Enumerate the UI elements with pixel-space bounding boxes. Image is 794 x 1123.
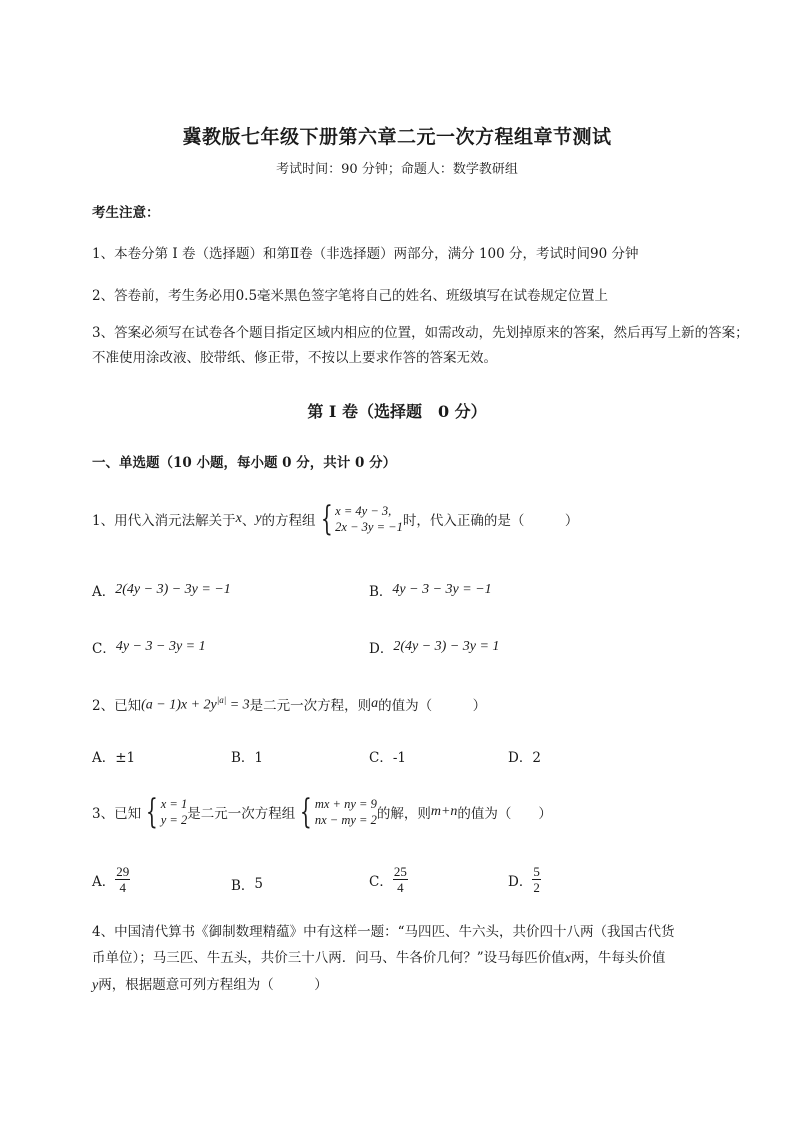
section-title: 第 I 卷（选择题 0 分）: [307, 402, 487, 421]
option-value: ±1: [115, 750, 136, 766]
variable-x: x: [564, 951, 571, 966]
q3-option-b[interactable]: [231, 874, 263, 894]
q3-option-a[interactable]: [92, 864, 130, 895]
option-label: D．: [369, 641, 394, 657]
q3-option-c[interactable]: [369, 864, 408, 895]
page-title: 冀教版七年级下册第六章二元一次方程组章节测试: [182, 126, 612, 148]
q2-option-c[interactable]: [369, 746, 406, 766]
question-3-mid2: 的解，则: [376, 806, 431, 822]
note-item-2: 2、答卷前，考生务必用0.5毫米黑色签字笔将自己的姓名、班级填写在试卷规定位置上: [92, 288, 609, 304]
denominator: 4: [397, 880, 404, 895]
fraction: [115, 864, 130, 895]
question-1-mid: 的方程组: [261, 513, 316, 529]
option-label: C．: [369, 873, 393, 890]
question-2-mid: 是二元一次方程，则: [249, 698, 372, 714]
option-value: 1: [254, 750, 264, 766]
fraction: [532, 864, 541, 895]
question-3-mid: 是二元一次方程组: [187, 806, 296, 822]
equation-1: mx + ny = 9: [314, 797, 377, 811]
equation-tail: = 3: [226, 697, 250, 713]
expression-m-plus-n: m+n: [430, 804, 458, 819]
solution-system: [141, 792, 188, 832]
equation-main: (a − 1)x + 2y: [141, 697, 217, 713]
q3-option-d[interactable]: [508, 864, 541, 895]
equation-1: x = 4y − 3,: [335, 504, 392, 518]
option-expression: 4y − 3 − 3y = −1: [392, 582, 492, 597]
equation-system: [295, 792, 377, 832]
question-4-line-2: [92, 946, 665, 967]
q1-option-c[interactable]: [92, 637, 206, 657]
question-3: [92, 792, 552, 832]
q2-option-b[interactable]: [231, 746, 263, 766]
question-2-prefix: 2、已知: [92, 698, 142, 714]
q2-option-a[interactable]: [92, 746, 135, 766]
question-1-suffix: 时，代入正确的是（ ）: [402, 513, 579, 529]
option-label: B．: [369, 584, 393, 600]
option-label: C．: [92, 641, 116, 657]
exam-info: 考试时间：90 分钟；命题人：数学教研组: [276, 162, 518, 177]
question-4-text: 两，根据题意可列方程组为（ ）: [98, 977, 328, 993]
q1-option-d[interactable]: [369, 637, 499, 657]
note-item-1: 1、本卷分第 I 卷（选择题）和第Ⅱ卷（非选择题）两部分，满分 100 分，考试时间90 分钟: [92, 246, 639, 262]
option-expression: 2(4y − 3) − 3y = −1: [115, 582, 231, 597]
equation-2: nx − my = 2: [314, 813, 377, 827]
notes-heading: 考生注意：: [92, 205, 160, 221]
brace-icon: {: [145, 792, 158, 832]
note-item-3: 3、答案必须写在试卷各个题目指定区域内相应的位置，如需改动，先划掉原来的答案，然后再写上新的答案；不准使用涂改液、胶带纸、修正带，不按以上要求作答的答案无效。: [92, 325, 749, 366]
question-4-line-3: [92, 973, 328, 994]
q1-option-a[interactable]: [92, 580, 231, 600]
option-label: A．: [92, 873, 116, 890]
brace-icon: {: [300, 792, 312, 832]
question-1: [92, 499, 579, 539]
option-expression: 2(4y − 3) − 3y = 1: [393, 639, 500, 654]
separator: 、: [241, 513, 256, 529]
option-label: C．: [369, 750, 393, 766]
q1-option-b[interactable]: [369, 580, 492, 600]
variable-y: y: [255, 511, 262, 526]
option-value: 2: [532, 750, 541, 766]
brace-icon: {: [320, 499, 333, 539]
numerator: 25: [393, 864, 407, 879]
option-label: B．: [231, 750, 255, 766]
question-4-text: 两，牛每头价值: [570, 950, 666, 966]
numerator: 5: [533, 864, 540, 879]
fraction: [393, 864, 408, 895]
denominator: 4: [119, 880, 126, 895]
equation: [141, 695, 250, 714]
solution-y: y = 2: [160, 813, 188, 827]
denominator: 2: [533, 880, 540, 895]
part-heading: 一、单选题（10 小题，每小题 0 分，共计 0 分）: [92, 455, 397, 471]
option-label: D．: [508, 873, 533, 890]
variable-x: x: [235, 511, 242, 526]
variable-y: y: [92, 978, 99, 993]
option-expression: 4y − 3 − 3y = 1: [115, 639, 206, 654]
equation-2: 2x − 3y = −1: [335, 520, 403, 534]
question-4-text: 币单位）；马三匹、牛五头，共价三十八两．问马、牛各价几何？”设马每匹价值: [92, 950, 565, 966]
option-value: -1: [392, 750, 406, 766]
option-label: A．: [92, 584, 116, 600]
option-label: D．: [508, 750, 533, 766]
equation-exponent: |a|: [216, 694, 227, 705]
option-label: A．: [92, 750, 116, 766]
q2-option-d[interactable]: [508, 746, 541, 766]
variable-a: a: [371, 696, 379, 711]
question-3-prefix: 3、已知: [92, 806, 142, 822]
numerator: 29: [116, 864, 130, 879]
question-4-line-1: 4、中国清代算书《御制数理精蕴》中有这样一题：“马四匹、牛六头，共价四十八两（我国古代货: [92, 924, 675, 940]
question-2: [92, 694, 486, 714]
question-1-prefix: 1、用代入消元法解关于: [92, 513, 236, 529]
equation-system: [316, 499, 403, 539]
question-3-suffix: 的值为（ ）: [457, 806, 552, 822]
question-2-suffix: 的值为（ ）: [378, 698, 487, 714]
option-value: 5: [254, 876, 264, 892]
solution-x: x = 1: [160, 797, 188, 811]
option-label: B．: [231, 878, 255, 894]
